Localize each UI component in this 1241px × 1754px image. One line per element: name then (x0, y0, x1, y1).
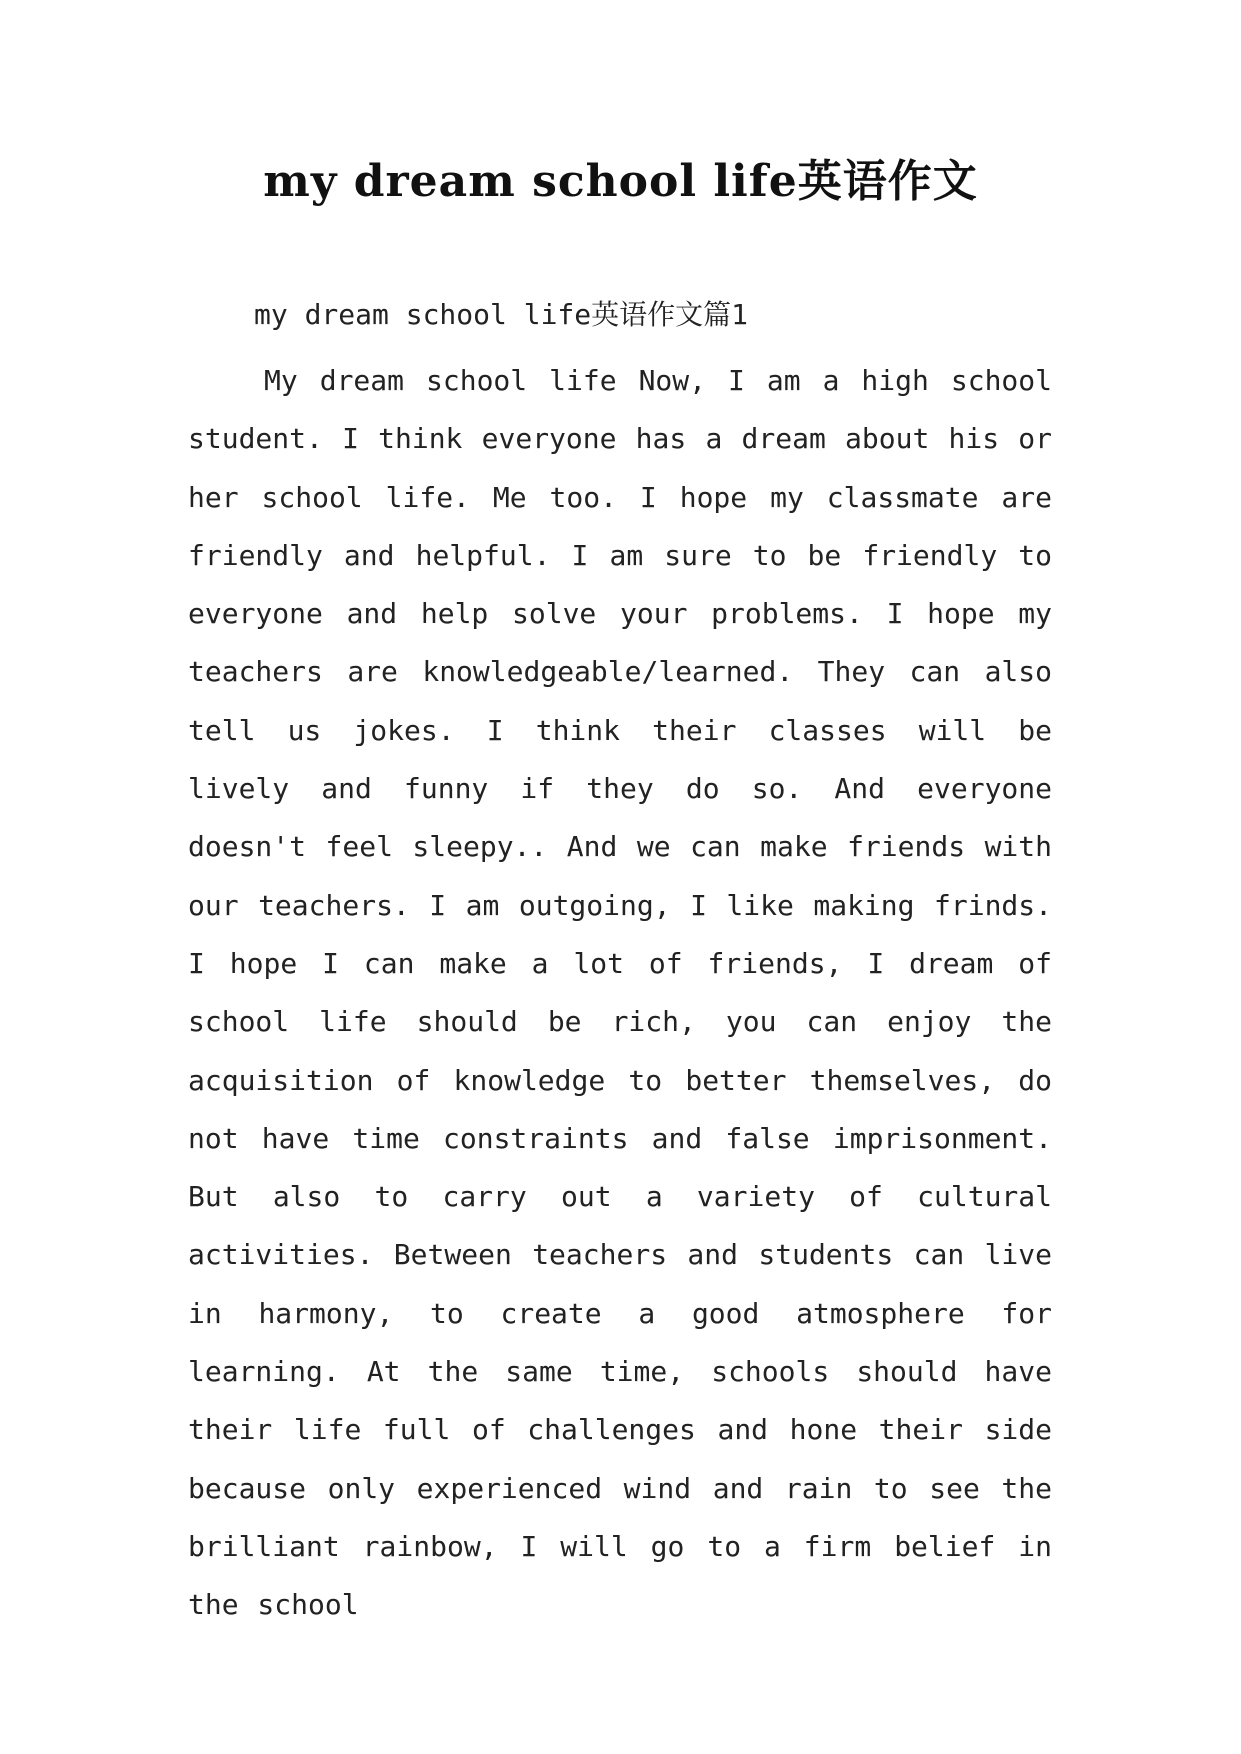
section-heading: my dream school life英语作文篇1 (254, 298, 749, 331)
document-title: my dream school life英语作文 (263, 156, 978, 207)
essay-paragraph: My dream school life Now, I am a high school student. I think everyone has a dream about his or her school life. Me too. I hope my classmate are friendly and helpful. I am sure to be friendly to everyone and help solve your problems. I hope my teachers are knowledgeable/learned. They can also tell us jokes. I think their classes will be lively and funny if they do so. And everyone doesn't feel sleepy.. And we can make friends with our teachers. I am outgoing, I like making frinds. I hope I can make a lot of friends, I dream of school life should be rich, you can enjoy the acquisition of knowledge to better themselves, do not have time constraints and false imprisonment. But also to carry out a variety of cultural activities. Between teachers and students can live in harmony, to create a good atmosphere for learning. At the same time, schools should have their life full of challenges and hone their side because only experienced wind and rain to see the brilliant rainbow, I will go to a firm belief in the school (188, 364, 1052, 1622)
